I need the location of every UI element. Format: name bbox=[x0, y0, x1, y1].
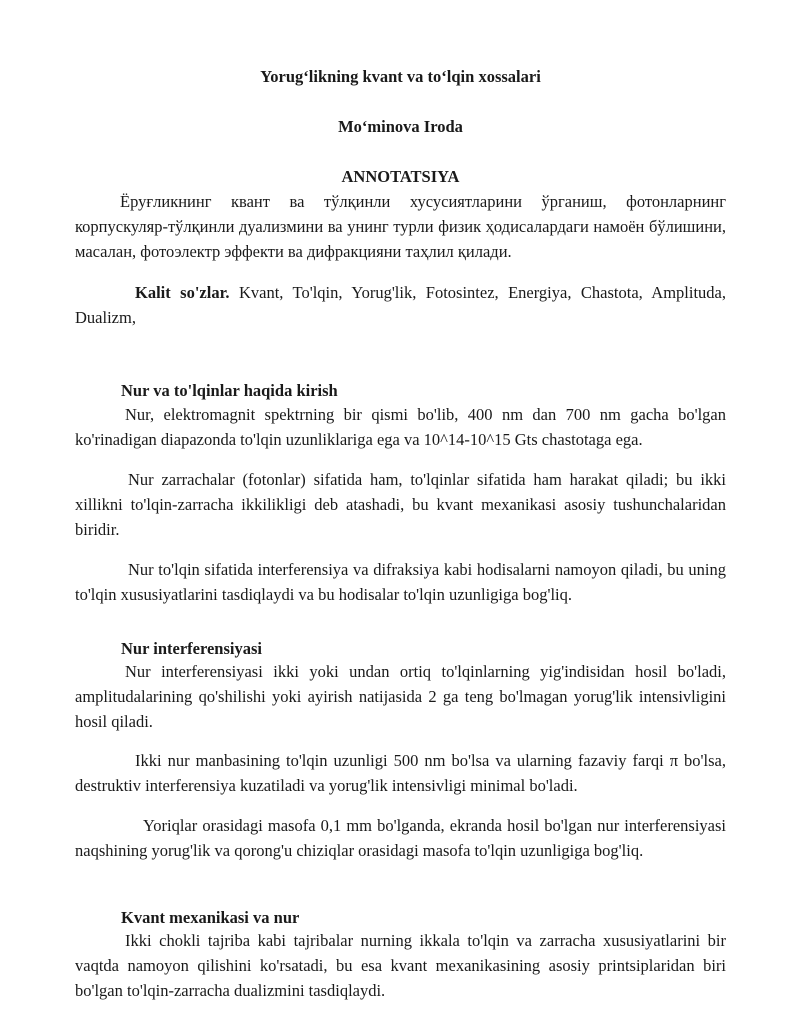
author-name: Mo‘minova Iroda bbox=[338, 117, 463, 136]
section-paragraph: Nur interferensiyasi ikki yoki undan ortiq to'lqinlarning yig'indisidan hosil bo'ladi, amplitudalarining qo'shilishi yoki ayirish natijasida 2 ga teng bo'lmagan yorug'lik intensivligini hosil qiladi. bbox=[75, 662, 726, 731]
section-heading: Nur va to'lqinlar haqida kirish bbox=[121, 381, 338, 400]
paper-title: Yorug‘likning kvant va to‘lqin xossalari bbox=[260, 67, 541, 86]
section-heading: Nur interferensiyasi bbox=[121, 639, 262, 658]
section-paragraph: Ikki nur manbasining to'lqin uzunligi 500 nm bo'lsa va ularning fazaviy farqi π bo'lsa, destruktiv interferensiya kuzatiladi va yorug'lik intensivligi minimal bo'ladi. bbox=[75, 751, 726, 795]
abstract-heading: ANNOTATSIYA bbox=[341, 167, 460, 186]
section-paragraph: Nur, elektromagnit spektrning bir qismi bo'lib, 400 nm dan 700 nm gacha bo'lgan ko'rinadigan diapazonda to'lqin uzunliklariga ega va 10^14-10^15 Gts chastotaga ega. bbox=[75, 405, 726, 449]
section-paragraph: Yoriqlar orasidagi masofa 0,1 mm bo'lganda, ekranda hosil bo'lgan nur interferensiyasi naqshining yorug'lik va qorong'u chiziqlar orasidagi masofa to'lqin uzunligiga bog'liq. bbox=[75, 816, 726, 860]
keywords-text: Kvant, To'lqin, Yorug'lik, Fotosintez, Energiya, Chastota, Amplituda, Dualizm, bbox=[75, 283, 726, 327]
section-paragraph: Ikki chokli tajriba kabi tajribalar nurning ikkala to'lqin va zarracha xususiyatlarini bir vaqtda namoyon qilishini ko'rsatadi, bu esa kvant mexanikasining asosiy printsiplaridan biri bo'lgan to'lqin-zarracha dualizmini tasdiqlaydi. bbox=[75, 931, 726, 1000]
keywords-label: Kalit so'zlar. bbox=[135, 283, 230, 302]
section-paragraph: Nur zarrachalar (fotonlar) sifatida ham, to'lqinlar sifatida ham harakat qiladi; bu ikki xillikni to'lqin-zarracha ikkilikligi deb atashadi, bu kvant mexanikasi asosiy tushunchalaridan biridir. bbox=[75, 470, 726, 539]
keywords-paragraph bbox=[75, 280, 726, 330]
section-paragraph: Nur to'lqin sifatida interferensiya va difraksiya kabi hodisalarni namoyon qiladi, bu uning to'lqin xususiyatlarini tasdiqlaydi va bu hodisalar to'lqin uzunligiga bog'liq. bbox=[75, 560, 726, 604]
section-heading: Kvant mexanikasi va nur bbox=[121, 908, 300, 927]
abstract-text: Ёруғликнинг квант ва тўлқинли хусусиятларини ўрганиш, фотонларнинг корпускуляр-тўлқинли дуализмини ва унинг турли физик ҳодисалардаги намоён бўлишини, масалан, фотоэлектр эффекти ва дифракцияни таҳлил қилади. bbox=[75, 192, 726, 261]
